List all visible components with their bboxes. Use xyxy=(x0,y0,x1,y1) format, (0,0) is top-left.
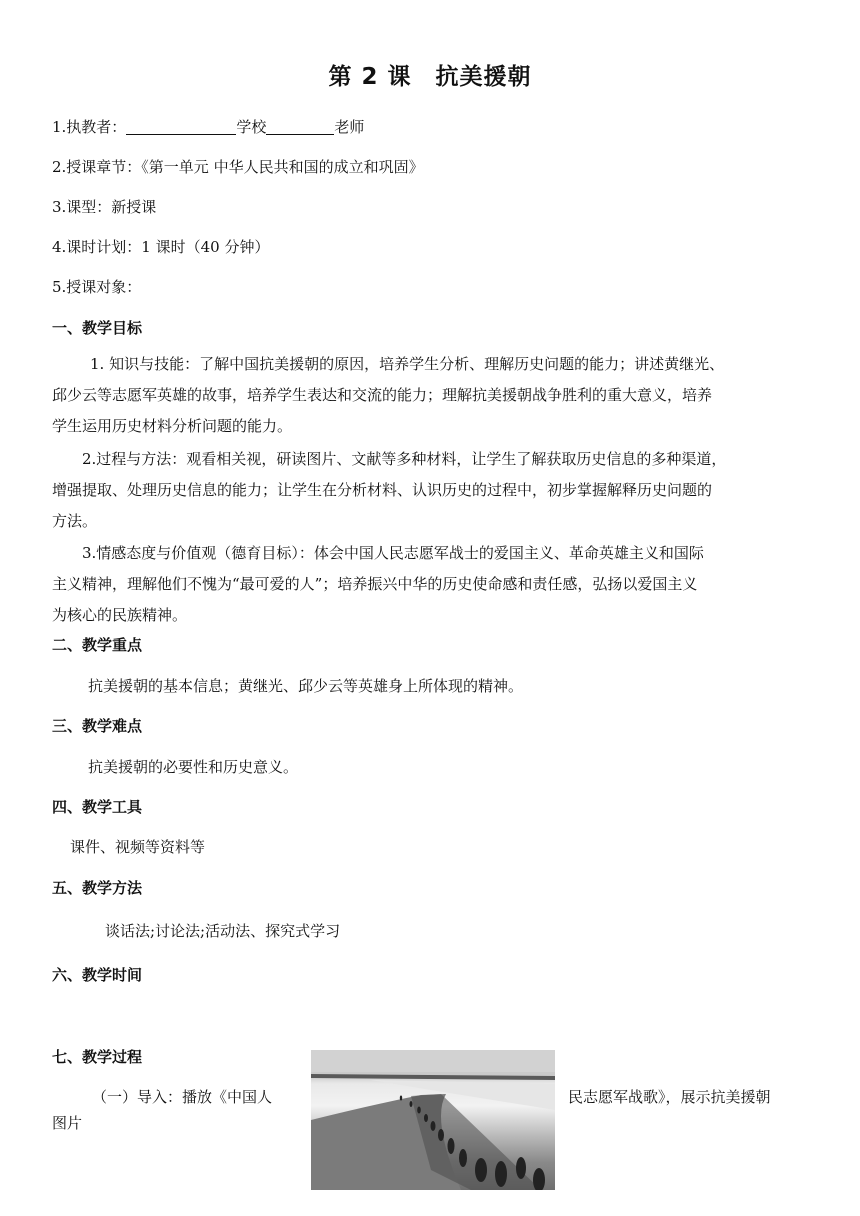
intro-text-left: （一）导入：播放《中国人 xyxy=(92,1088,273,1106)
type-line: 3.课型：新授课 xyxy=(52,198,157,216)
section-goals-heading: 一、教学目标 xyxy=(52,319,143,337)
chapter-line: 2.授课章节：《第一单元 中华人民共和国的成立和巩固》 xyxy=(52,158,424,176)
difficulty-text: 抗美援朝的必要性和历史意义。 xyxy=(88,758,299,776)
section-tools-heading: 四、教学工具 xyxy=(52,798,143,816)
section-process-heading: 七、教学过程 xyxy=(52,1048,143,1066)
goal-1: 1. 知识与技能：了解中国抗美援朝的原因，培养学生分析、理解历史问题的能力；讲述黄继光、 邱少云等志愿军英雄的故事，培养学生表达和交流的能力；理解抗美援朝战争胜利的重大意义，培养 学生运用历史材料分析问题的能力。 xyxy=(52,355,725,435)
intro-text-continued: 图片 xyxy=(52,1114,83,1132)
page-title xyxy=(0,58,860,91)
key-text: 抗美援朝的基本信息；黄继光、邱少云等英雄身上所体现的精神。 xyxy=(88,677,524,695)
school-blank xyxy=(126,118,236,135)
audience-line: 5.授课对象： xyxy=(52,278,142,296)
section-methods-heading: 五、教学方法 xyxy=(52,879,143,897)
section-time-heading: 六、教学时间 xyxy=(52,966,143,984)
volunteer-army-photo xyxy=(311,1050,555,1190)
section-key-heading: 二、教学重点 xyxy=(52,636,143,654)
intro-text-right: 民志愿军战歌》，展示抗美援朝 xyxy=(568,1088,771,1106)
methods-text: 谈话法;讨论法;活动法、探究式学习 xyxy=(105,922,341,940)
goal-3: 3.情感态度与价值观（德育目标）：体会中国人民志愿军战士的爱国主义、革命英雄主义和国际 主义精神，理解他们不愧为“最可爱的人”；培养振兴中华的历史使命感和责任感，弘扬以爱国主义 为核心的民族精神。 xyxy=(52,544,704,624)
lesson-number: 第 2 课 xyxy=(328,64,412,90)
teacher-blank xyxy=(266,118,334,135)
goal-2: 2.过程与方法：观看相关视，研读图片、文献等多种材料，让学生了解获取历史信息的多种渠道， 增强提取、处理历史信息的能力；让学生在分析材料、认识历史的过程中，初步掌握解释历史问题的 方法。 xyxy=(52,450,727,530)
teacher-line: 1.执教者： 学校 老师 xyxy=(52,118,365,136)
lesson-topic: 抗美援朝 xyxy=(435,64,532,90)
section-difficulty-heading: 三、教学难点 xyxy=(52,717,143,735)
plan-line: 4.课时计划：1 课时（40 分钟） xyxy=(52,238,270,256)
tools-text: 课件、视频等资料等 xyxy=(70,838,206,856)
